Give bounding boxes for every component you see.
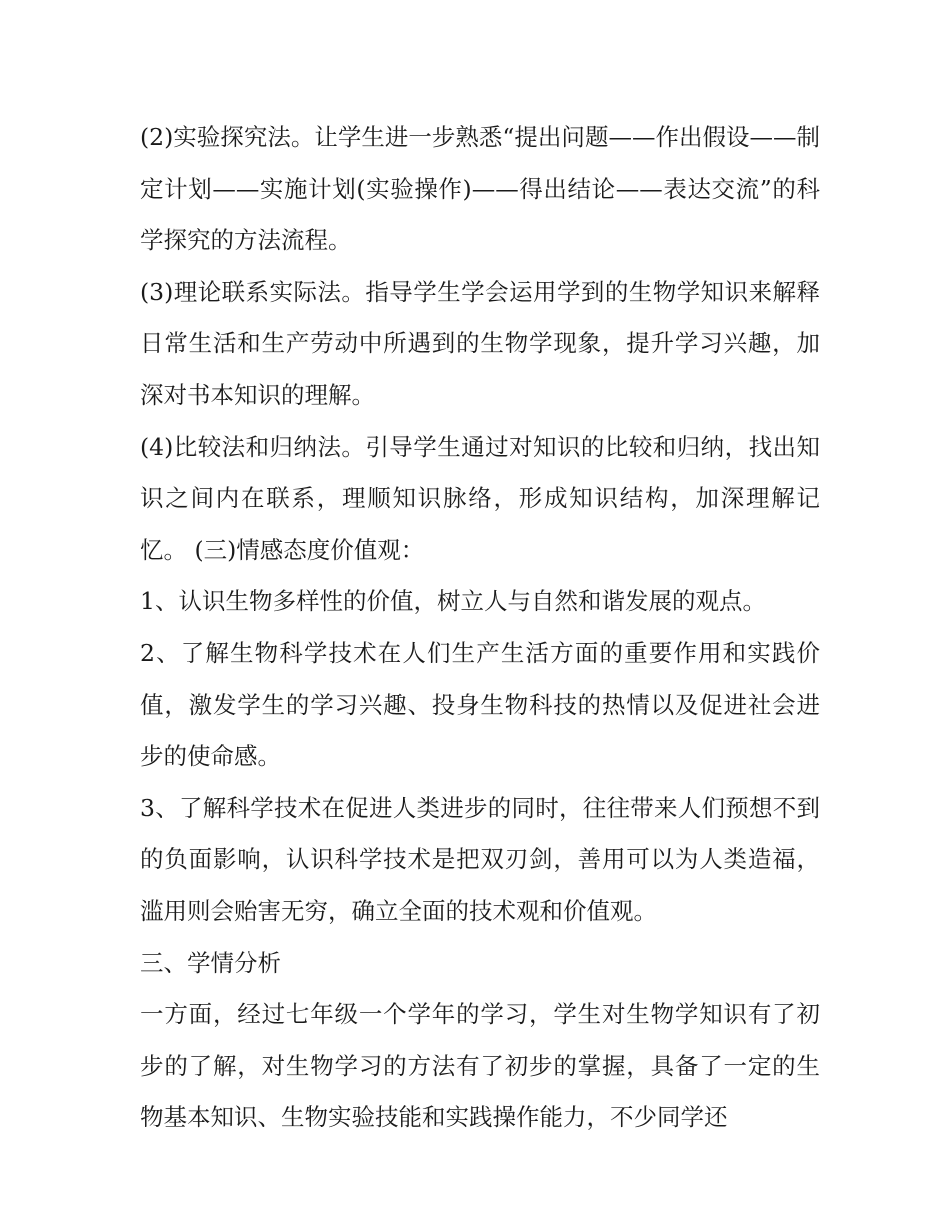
paragraph-student-analysis: 一方面，经过七年级一个学年的学习，学生对生物学知识有了初步的了解，对生物学习的方法有了初步的掌握，具备了一定的生物基本知识、生物实验技能和实践操作能力，不少同学还 <box>140 1000 820 1132</box>
section-heading-student-analysis: 三、学情分析 <box>140 948 281 977</box>
paragraph-experimental-inquiry: (2)实验探究法。让学生进一步熟悉“提出问题——作出假设——制定计划——实施计划(实验操作)——得出结论——表达交流”的科学探究的方法流程。 <box>140 123 820 255</box>
paragraph-value-3: 3、了解科学技术在促进人类进步的同时，往往带来人们预想不到的负面影响，认识科学技术是把双刃剑，善用可以为人类造福，滥用则会贻害无穷，确立全面的技术观和价值观。 <box>140 793 820 925</box>
paragraph-theory-practice: (3)理论联系实际法。指导学生学会运用学到的生物学知识来解释日常生活和生产劳动中所遇到的生物学现象，提升学习兴趣，加深对书本知识的理解。 <box>140 277 820 409</box>
paragraph-value-1: 1、认识生物多样性的价值，树立人与自然和谐发展的观点。 <box>140 587 766 616</box>
document-body <box>140 112 820 1144</box>
paragraph-value-2: 2、了解生物科学技术在人们生产生活方面的重要作用和实践价值，激发学生的学习兴趣、投身生物科技的热情以及促进社会进步的使命感。 <box>140 638 820 771</box>
paragraph-comparison-induction: (4)比较法和归纳法。引导学生通过对知识的比较和归纳，找出知识之间内在联系，理顺知识脉络，形成知识结构，加深理解记忆。 (三)情感态度价值观： <box>140 432 820 564</box>
